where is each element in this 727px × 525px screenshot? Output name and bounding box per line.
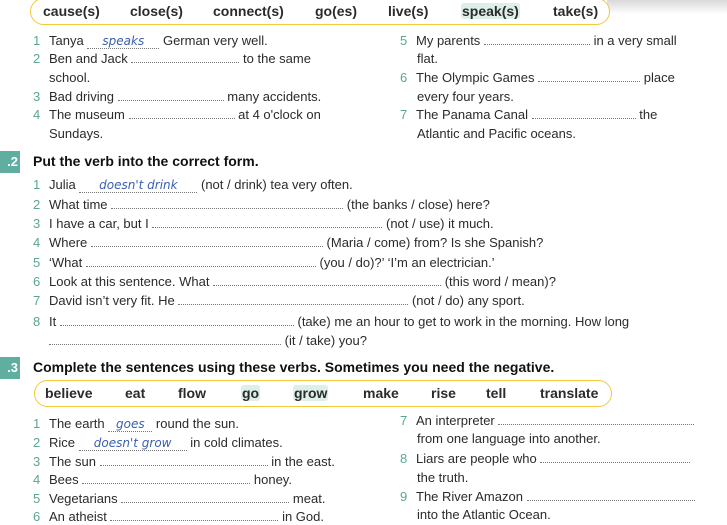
ex1-item-1: 1 Tanya speaks German very well. <box>33 33 268 48</box>
answer-blank[interactable] <box>532 106 636 119</box>
ex3-item-8-cont: the truth. <box>417 470 469 485</box>
answer-blank[interactable] <box>498 412 694 425</box>
ex2-item-7: 7 David isn’t very fit. He (not / do) any sport. <box>33 293 525 308</box>
ex1-item-7-cont: Atlantic and Pacific oceans. <box>417 126 576 141</box>
exercise-number-tag: .2 <box>0 151 20 173</box>
answer-field[interactable]: speaks <box>87 34 159 49</box>
word-box-ex3 <box>34 380 612 407</box>
ex2-item-3: 3 I have a car, but I (not / use) it much. <box>33 216 494 231</box>
ex1-item-6-cont: every four years. <box>417 89 514 104</box>
ex3-item-5: 5 Vegetarians meat. <box>33 491 326 506</box>
word-option: make <box>363 385 399 401</box>
ex2-item-6: 6 Look at this sentence. What (this word / mean)? <box>33 274 556 289</box>
answer-blank[interactable] <box>91 234 323 247</box>
word-option: flow <box>178 385 206 401</box>
ex3-item-9: 9 The River Amazon <box>400 488 695 505</box>
answer-blank[interactable] <box>118 88 224 101</box>
ex3-item-3: 3 The sun in the east. <box>33 454 335 469</box>
ex3-item-2: 2 Rice doesn't grow in cold climates. <box>33 435 283 450</box>
answer-blank[interactable] <box>129 106 235 119</box>
answer-blank[interactable] <box>121 490 289 503</box>
answer-blank[interactable] <box>527 488 695 501</box>
ex1-item-3: 3 Bad driving many accidents. <box>33 89 322 104</box>
answer-blank[interactable] <box>131 50 239 63</box>
answer-blank[interactable] <box>213 273 441 286</box>
answer-blank[interactable] <box>152 215 382 228</box>
ex1-item-6: 6 The Olympic Games place <box>400 70 675 85</box>
ex3-item-4: 4 Bees honey. <box>33 472 292 487</box>
exercise-2-heading: Put the verb into the correct form. <box>33 153 259 169</box>
ex2-item-2: 2 What time (the banks / close) here? <box>33 197 490 212</box>
word-option-used: speak(s) <box>462 3 519 19</box>
answer-blank[interactable] <box>110 508 278 521</box>
word-option-used: go <box>242 385 260 401</box>
exercise-3-heading: Complete the sentences using these verbs. Sometimes you need the negative. <box>33 359 555 375</box>
answer-blank[interactable] <box>484 32 590 45</box>
ex1-item-4-cont: Sundays. <box>49 126 104 141</box>
answer-blank[interactable] <box>49 332 281 345</box>
answer-field[interactable]: doesn't grow <box>79 436 187 451</box>
answer-field[interactable]: goes <box>108 417 152 432</box>
exercise-number-tag: .3 <box>0 357 20 379</box>
word-option: take(s) <box>553 3 599 19</box>
word-option-used: grow <box>294 385 328 401</box>
word-box-ex1 <box>30 0 610 25</box>
ex1-item-7: 7 The Panama Canal the <box>400 107 658 122</box>
word-option: live(s) <box>388 3 429 19</box>
ex3-item-1: 1 The earth goes round the sun. <box>33 416 240 431</box>
ex2-item-8: 8 It (take) me an hour to get to work in the morning. How long <box>33 314 630 329</box>
answer-blank[interactable] <box>178 292 408 305</box>
answer-blank[interactable] <box>111 196 343 209</box>
ex3-item-9-cont: into the Atlantic Ocean. <box>417 507 551 522</box>
ex3-item-7-cont: from one language into another. <box>417 431 601 446</box>
ex1-item-5: 5 My parents in a very small <box>400 33 677 48</box>
answer-blank[interactable] <box>82 471 250 484</box>
ex2-item-1: 1 Julia doesn't drink (not / drink) tea very often. <box>33 177 353 192</box>
ex1-item-2-cont: school. <box>49 70 91 85</box>
answer-blank[interactable] <box>100 453 268 466</box>
word-option: close(s) <box>130 3 183 19</box>
ex2-item-8-cont: (it / take) you? <box>49 332 367 349</box>
word-option: go(es) <box>315 3 357 19</box>
ex3-item-8: 8 Liars are people who <box>400 450 690 467</box>
word-option: tell <box>486 385 507 401</box>
ex3-item-6: 6 An atheist in God. <box>33 509 324 524</box>
word-option: connect(s) <box>213 3 284 19</box>
answer-blank[interactable] <box>538 69 640 82</box>
answer-blank[interactable] <box>86 254 316 267</box>
ex1-item-4: 4 The museum at 4 o'clock on <box>33 107 321 122</box>
answer-blank[interactable] <box>540 450 690 463</box>
page-edge-shadow <box>607 0 727 14</box>
ex1-item-5-cont: flat. <box>417 51 438 66</box>
word-option: translate <box>540 385 599 401</box>
word-option: rise <box>431 385 456 401</box>
word-option: cause(s) <box>43 3 100 19</box>
ex2-item-5: 5 ‘What (you / do)?’ ‘I’m an electrician.’ <box>33 255 495 270</box>
word-option: eat <box>125 385 146 401</box>
word-option: believe <box>45 385 93 401</box>
answer-blank[interactable] <box>60 313 294 326</box>
ex2-item-4: 4 Where (Maria / come) from? Is she Spanish? <box>33 235 544 250</box>
ex1-item-2: 2 Ben and Jack to the same <box>33 51 311 66</box>
answer-field[interactable]: doesn't drink <box>79 178 197 193</box>
ex3-item-7: 7 An interpreter <box>400 412 694 429</box>
